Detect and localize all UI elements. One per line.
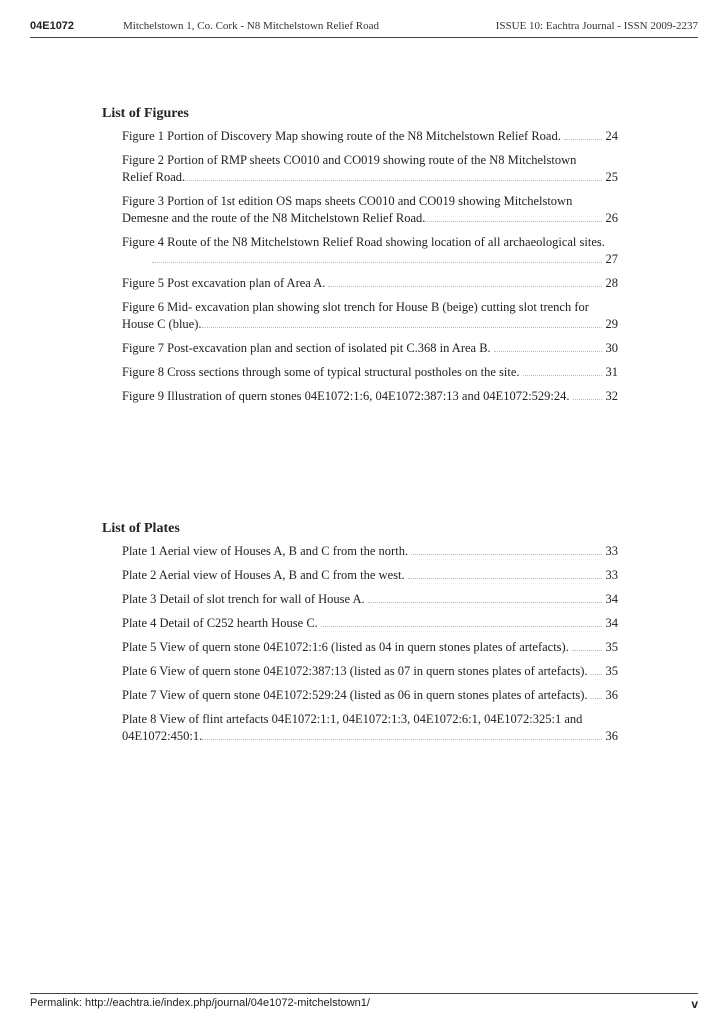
figure-entry[interactable] xyxy=(122,340,618,357)
license-code: 04E1072 xyxy=(30,20,75,32)
entry-page-number: 31 xyxy=(605,365,618,379)
entry-page-number: 26 xyxy=(605,211,618,225)
figure-entry[interactable] xyxy=(122,128,618,145)
entry-page-number: 32 xyxy=(605,389,618,403)
entry-caption: Figure 2 Portion of RMP sheets CO010 and CO019 showing route of the N8 Mitchelstown xyxy=(122,153,577,167)
plate-entry[interactable] xyxy=(122,639,618,656)
figure-entry[interactable] xyxy=(122,364,618,381)
page-header xyxy=(0,0,728,40)
entry-caption: Figure 8 Cross sections through some of typical structural postholes on the site. xyxy=(122,365,520,379)
header-divider xyxy=(30,37,698,38)
plate-entry[interactable] xyxy=(122,687,618,704)
entry-page-number: 29 xyxy=(605,317,618,331)
entry-caption: Plate 1 Aerial view of Houses A, B and C from the north. xyxy=(122,544,409,558)
list-of-plates xyxy=(102,520,622,752)
entry-page-number: 33 xyxy=(605,544,618,558)
entry-caption-continued: 04E1072:450:1. xyxy=(122,729,203,743)
entry-page-number: 25 xyxy=(605,170,618,184)
dot-leader xyxy=(328,286,601,287)
figure-entry[interactable] xyxy=(122,152,618,186)
plate-entry[interactable] xyxy=(122,543,618,560)
dot-leader xyxy=(411,554,601,555)
entry-page-number: 36 xyxy=(605,688,618,702)
entry-page-number: 33 xyxy=(605,568,618,582)
dot-leader xyxy=(523,375,602,376)
dot-leader xyxy=(572,650,602,651)
entry-caption: Plate 2 Aerial view of Houses A, B and C from the west. xyxy=(122,568,405,582)
plate-entry[interactable] xyxy=(122,663,618,680)
plate-entry[interactable] xyxy=(122,711,618,745)
dot-leader xyxy=(564,139,602,140)
dot-leader xyxy=(591,674,602,675)
entry-page-number: 30 xyxy=(605,341,618,355)
entry-page-number: 35 xyxy=(605,640,618,654)
entry-page-number: 34 xyxy=(605,592,618,606)
plate-entry[interactable] xyxy=(122,591,618,608)
permalink-link[interactable]: Permalink: http://eachtra.ie/index.php/journal/04e1072-mitchelstown1/ xyxy=(30,997,370,1009)
dot-leader xyxy=(152,262,602,263)
entry-caption: Figure 6 Mid- excavation plan showing slot trench for House B (beige) cutting slot trench for xyxy=(122,300,589,314)
figure-entry[interactable] xyxy=(122,388,618,405)
dot-leader xyxy=(202,327,602,328)
dot-leader xyxy=(573,399,602,400)
issue-info: ISSUE 10: Eachtra Journal - ISSN 2009-2237 xyxy=(495,20,698,32)
entry-page-number: 27 xyxy=(605,252,618,266)
figure-entry[interactable] xyxy=(122,299,618,333)
entry-page-number: 34 xyxy=(605,616,618,630)
figure-entry[interactable] xyxy=(122,193,618,227)
entry-caption: Plate 7 View of quern stone 04E1072:529:24 (listed as 06 in quern stones plates of artefacts). xyxy=(122,688,588,702)
section-title: List of Figures xyxy=(102,106,189,121)
dot-leader xyxy=(425,221,601,222)
entry-caption: Figure 4 Route of the N8 Mitchelstown Relief Road showing location of all archaeological sites. xyxy=(122,235,605,249)
entry-caption: Plate 5 View of quern stone 04E1072:1:6 (listed as 04 in quern stones plates of artefacts). xyxy=(122,640,569,654)
document-title: Mitchelstown 1, Co. Cork - N8 Mitchelstown Relief Road xyxy=(123,20,380,32)
section-title: List of Plates xyxy=(102,521,180,536)
entry-caption: Figure 1 Portion of Discovery Map showing route of the N8 Mitchelstown Relief Road. xyxy=(122,129,561,143)
entry-page-number: 28 xyxy=(605,276,618,290)
page-number: v xyxy=(691,997,698,1011)
entry-caption: Plate 3 Detail of slot trench for wall of House A. xyxy=(122,592,365,606)
dot-leader xyxy=(202,739,601,740)
entry-caption: Figure 7 Post-excavation plan and section of isolated pit C.368 in Area B. xyxy=(122,341,491,355)
entry-caption: Figure 9 Illustration of quern stones 04E1072:1:6, 04E1072:387:13 and 04E1072:529:24. xyxy=(122,389,570,403)
dot-leader xyxy=(321,626,602,627)
entry-caption-continued: Relief Road. xyxy=(122,170,186,184)
plate-entry[interactable] xyxy=(122,615,618,632)
dot-leader xyxy=(185,180,601,181)
dot-leader xyxy=(368,602,602,603)
entry-caption: Figure 5 Post excavation plan of Area A. xyxy=(122,276,326,290)
dot-leader xyxy=(408,578,602,579)
entry-page-number: 24 xyxy=(605,129,618,143)
entry-page-number: 36 xyxy=(605,729,618,743)
figure-entry[interactable] xyxy=(122,234,618,268)
figure-entry[interactable] xyxy=(122,275,618,292)
dot-leader xyxy=(494,351,602,352)
entry-page-number: 35 xyxy=(605,664,618,678)
list-of-figures xyxy=(102,105,622,412)
entry-caption-continued: Demesne and the route of the N8 Mitchelstown Relief Road. xyxy=(122,211,426,225)
plate-entry[interactable] xyxy=(122,567,618,584)
entry-caption: Plate 4 Detail of C252 hearth House C. xyxy=(122,616,318,630)
dot-leader xyxy=(591,698,602,699)
entry-caption: Plate 8 View of flint artefacts 04E1072:1:1, 04E1072:1:3, 04E1072:6:1, 04E1072:325:1 and xyxy=(122,712,583,726)
entry-caption-continued: House C (blue). xyxy=(122,317,202,331)
footer-divider xyxy=(30,993,698,994)
entry-caption: Figure 3 Portion of 1st edition OS maps sheets CO010 and CO019 showing Mitchelstown xyxy=(122,194,573,208)
entry-caption: Plate 6 View of quern stone 04E1072:387:13 (listed as 07 in quern stones plates of artefacts). xyxy=(122,664,588,678)
